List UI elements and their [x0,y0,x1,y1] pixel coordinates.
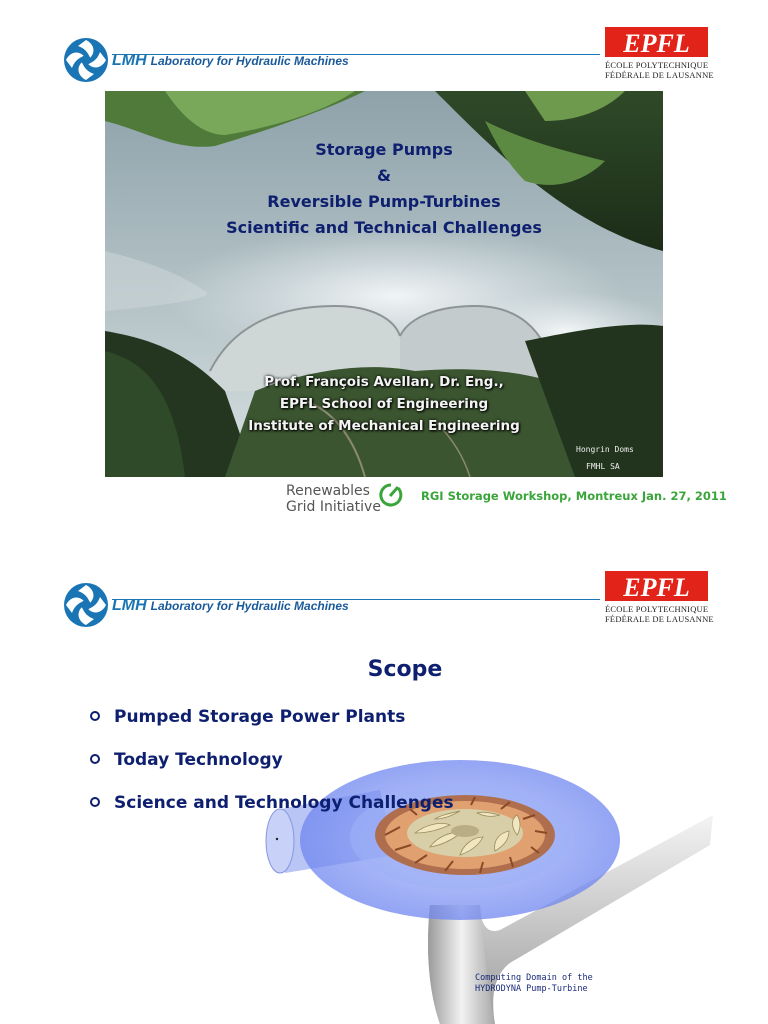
epfl-logo-icon [605,571,708,601]
list-item [90,703,454,746]
lmh-turbine-logo-icon [62,581,110,629]
rgi-logo-line-2: Grid Initiative [286,499,381,515]
scope-bullet-list [90,703,454,832]
scope-slide [0,555,768,1024]
bullet-circle-icon [90,754,100,764]
author-school: EPFL School of Engineering [279,396,489,412]
bullet-circle-icon [90,711,100,721]
epfl-line-2: FÉDÉRALE DE LAUSANNE [605,70,714,80]
lab-abbr: LMH [112,52,147,69]
bullet-text: Pumped Storage Power Plants [114,707,406,727]
presentation-title [105,137,663,241]
lab-name [112,50,349,70]
epfl-line-2: FÉDÉRALE DE LAUSANNE [605,614,714,624]
author-institute: Institute of Mechanical Engineering [248,418,520,434]
epfl-line-1: ÉCOLE POLYTECHNIQUE [605,60,709,70]
workshop-info: RGI Storage Workshop, Montreux Jan. 27, 2011 [421,489,727,503]
title-line-4: Scientific and Technical Challenges [226,218,542,237]
photo-credit-line-1: Hongrin Doms [576,445,634,454]
list-item [90,746,454,789]
epfl-institution [605,60,714,80]
author-block [105,371,663,437]
slide-title: Scope [367,657,443,682]
list-item [90,789,454,832]
lab-abbr: LMH [112,597,147,614]
photo-credit [576,441,634,475]
bullet-text: Today Technology [114,750,283,770]
figure-caption: Computing Domain of the HYDRODYNA Pump-Turbine [475,973,593,994]
epfl-line-1: ÉCOLE POLYTECHNIQUE [605,604,709,614]
author-name: Prof. François Avellan, Dr. Eng., [264,374,504,390]
dam-photo [105,91,663,477]
lab-full-name: Laboratory for Hydraulic Machines [150,54,349,68]
photo-credit-line-2: FMHL SA [586,462,620,471]
rgi-ring-icon [378,482,404,508]
epfl-logo-text: EPFL [623,573,690,601]
bullet-text: Science and Technology Challenges [114,793,454,813]
epfl-logo-text: EPFL [623,29,690,57]
epfl-logo-icon [605,27,708,57]
lab-name [112,595,349,615]
lab-full-name: Laboratory for Hydraulic Machines [150,599,349,613]
lmh-turbine-logo-icon [62,36,110,84]
title-line-2: & [377,166,391,185]
rgi-logo-line-1: Renewables [286,483,370,499]
bullet-circle-icon [90,797,100,807]
title-line-1: Storage Pumps [315,140,453,159]
title-line-3: Reversible Pump-Turbines [267,192,501,211]
epfl-institution [605,604,714,624]
rgi-logo [286,483,381,515]
